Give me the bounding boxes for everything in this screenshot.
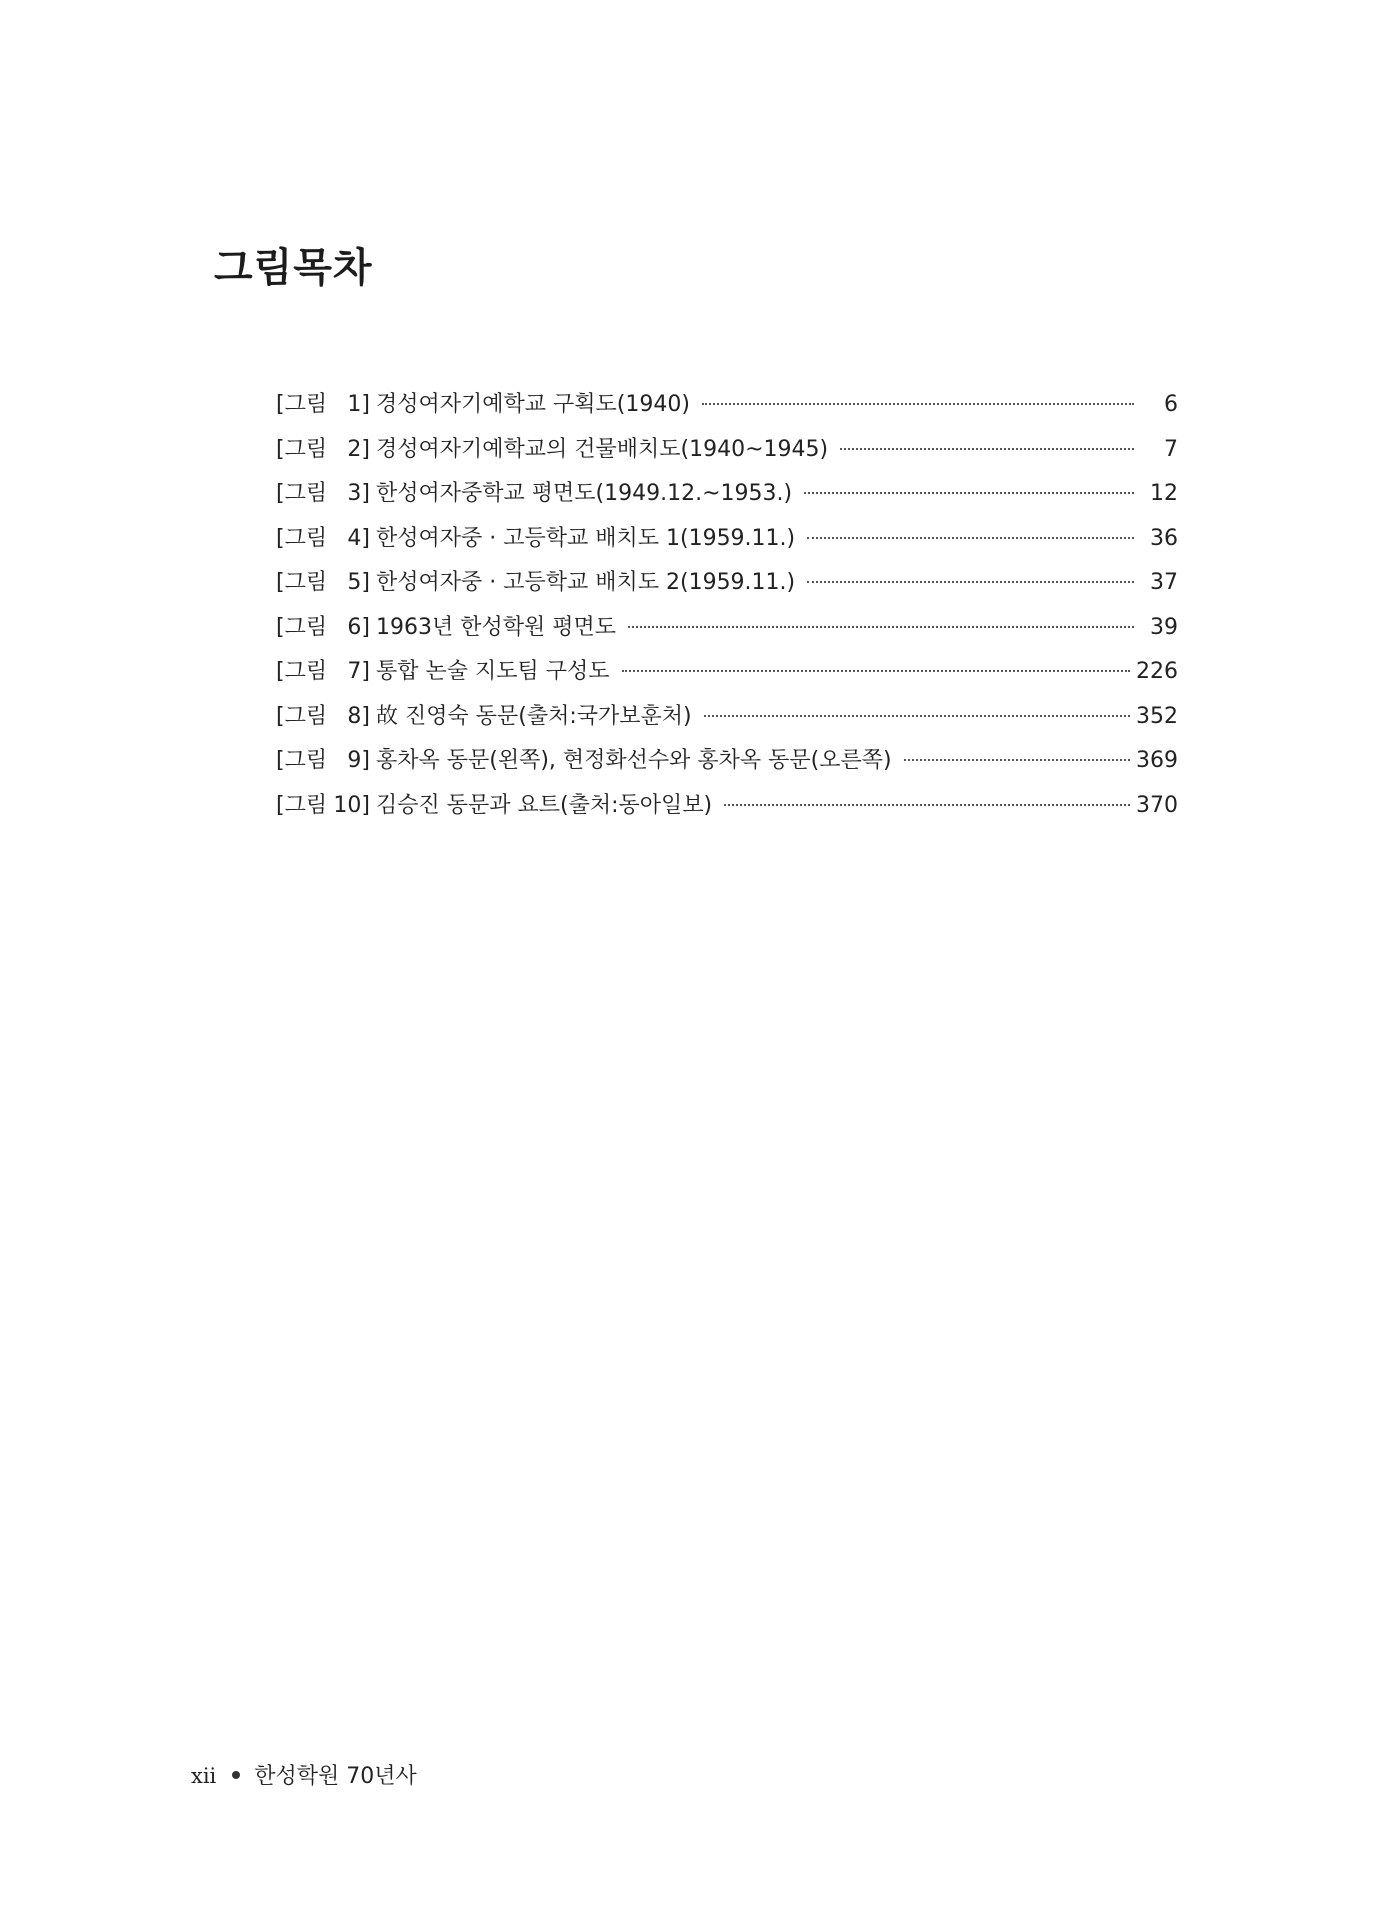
- toc-entry-title: 홍차옥 동문(왼쪽), 현정화선수와 홍차옥 동문(오른쪽): [376, 748, 892, 773]
- toc-entry[interactable]: [276, 383, 1178, 428]
- toc-entry-label: [그림: [276, 748, 328, 773]
- toc-entry-title: 통합 논술 지도팀 구성도: [376, 659, 610, 684]
- toc-entry-page: 352: [1136, 703, 1178, 729]
- page-number: xii: [191, 1764, 217, 1788]
- toc-entry-number: 2]: [347, 436, 370, 462]
- toc-entry[interactable]: [276, 739, 1178, 784]
- toc-entry-label: [그림: [276, 436, 328, 462]
- book-title: 한성학원 70년사: [254, 1764, 417, 1789]
- toc-entry-page: 226: [1136, 659, 1178, 684]
- page-footer: [191, 1759, 417, 1790]
- toc-entry-page: 370: [1136, 792, 1178, 818]
- toc-entry-number: 8]: [347, 703, 370, 729]
- toc-entry-label: [그림: [276, 703, 328, 729]
- toc-entry-page: 369: [1136, 748, 1178, 773]
- toc-entry-label: [그림: [276, 481, 328, 506]
- toc-entry[interactable]: [276, 695, 1178, 740]
- toc-entry-page: 39: [1150, 614, 1178, 640]
- toc-entry-label: [그림: [276, 570, 328, 595]
- toc-entry-title: 경성여자기예학교의 건물배치도(1940~1945): [376, 436, 829, 462]
- page-title: 그림목차: [214, 245, 373, 291]
- toc-entry-number: 5]: [347, 570, 370, 595]
- toc-entry-label: [그림: [276, 614, 328, 640]
- dot-leader: [904, 759, 1130, 761]
- dot-leader: [804, 492, 1134, 494]
- toc-entry-number: 9]: [347, 748, 370, 773]
- toc-entry-title: 김승진 동문과 요트(출처:동아일보): [376, 792, 713, 818]
- toc-entry-page: 7: [1164, 436, 1178, 462]
- toc-entry-page: 36: [1150, 525, 1178, 551]
- dot-leader: [724, 804, 1130, 806]
- toc-entry-title: 경성여자기예학교 구획도(1940): [376, 392, 690, 417]
- toc-entry-number: 3]: [347, 481, 370, 506]
- toc-entry-label: [그림: [276, 659, 328, 684]
- dot-leader: [807, 537, 1134, 539]
- dot-leader: [622, 670, 1130, 672]
- toc-entry-number: 6]: [347, 614, 370, 640]
- toc-entry[interactable]: [276, 784, 1178, 829]
- dot-leader: [840, 448, 1134, 450]
- toc-entry-title: 한성여자중 · 고등학교 배치도 2(1959.11.): [376, 570, 796, 595]
- toc-entry-number: 1]: [347, 392, 370, 417]
- toc-entry-title: 故 진영숙 동문(출처:국가보훈처): [376, 703, 692, 729]
- toc-entry-title: 1963년 한성학원 평면도: [376, 614, 616, 640]
- toc-entry[interactable]: [276, 472, 1178, 517]
- dot-leader: [704, 715, 1130, 717]
- toc-entry-number: 4]: [347, 525, 370, 551]
- dot-leader: [807, 581, 1134, 583]
- toc-entry-page: 12: [1150, 481, 1178, 506]
- toc-entry-label: [그림: [276, 525, 328, 551]
- toc-entry-page: 6: [1164, 392, 1178, 417]
- toc-entry[interactable]: [276, 517, 1178, 562]
- figure-table-of-contents: [276, 383, 1178, 828]
- bullet-icon: [232, 1771, 240, 1779]
- toc-entry-page: 37: [1150, 570, 1178, 595]
- toc-entry-number: 10]: [333, 792, 370, 818]
- dot-leader: [702, 403, 1134, 405]
- toc-entry[interactable]: [276, 561, 1178, 606]
- toc-entry-label: [그림: [276, 792, 328, 818]
- toc-entry[interactable]: [276, 650, 1178, 695]
- toc-entry-title: 한성여자중 · 고등학교 배치도 1(1959.11.): [376, 525, 796, 551]
- toc-entry[interactable]: [276, 606, 1178, 651]
- toc-entry-label: [그림: [276, 392, 328, 417]
- toc-entry-number: 7]: [347, 659, 370, 684]
- toc-entry[interactable]: [276, 428, 1178, 473]
- dot-leader: [628, 626, 1134, 628]
- toc-entry-title: 한성여자중학교 평면도(1949.12.~1953.): [376, 481, 793, 506]
